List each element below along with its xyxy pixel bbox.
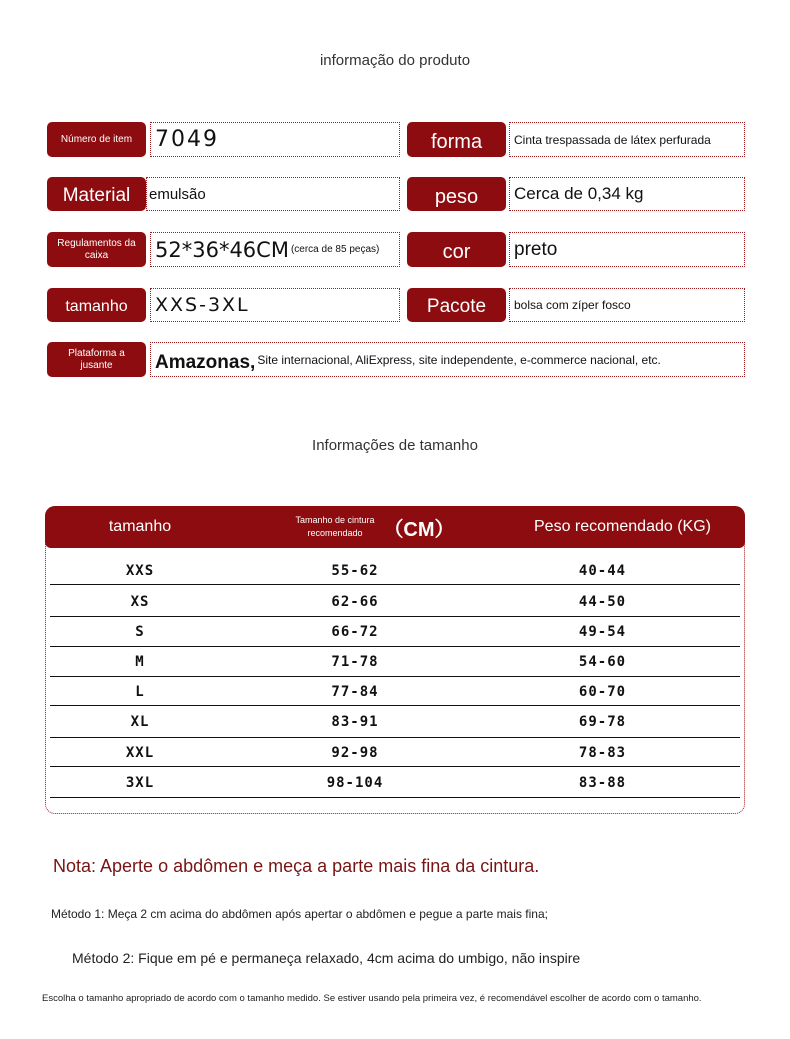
- item-number-value: 7049: [150, 122, 400, 157]
- waist-cell: 77-84: [331, 683, 379, 700]
- weight-value: Cerca de 0,34 kg: [509, 177, 745, 211]
- weight-cell: 83-88: [578, 774, 627, 791]
- size-table-row: [50, 767, 740, 798]
- header-waist-unit: （CM）: [383, 518, 455, 541]
- size-table-row: [50, 647, 740, 677]
- size-cell: 3XL: [125, 774, 155, 791]
- header-waist: Tamanho de cintura recomendado: [295, 514, 375, 538]
- material-label: Material: [47, 177, 146, 211]
- size-info-title: Informações de tamanho: [312, 437, 478, 454]
- color-label: cor: [407, 232, 506, 267]
- box-quantity: (cerca de 85 peças): [290, 244, 380, 255]
- size-cell: L: [135, 683, 145, 700]
- note-text: Nota: Aperte o abdômen e meça a parte mais fina da cintura.: [53, 856, 540, 876]
- waist-cell: 92-98: [331, 744, 379, 761]
- header-weight: Peso recomendado (KG): [534, 518, 711, 535]
- material-value: emulsão: [146, 177, 400, 211]
- size-table-row: [50, 706, 740, 738]
- waist-cell: 66-72: [331, 624, 379, 640]
- size-cell: XXL: [125, 744, 155, 761]
- box-regulations-label: Regulamentos da caixa: [47, 232, 146, 267]
- waist-cell: 55-62: [331, 563, 379, 579]
- size-table-row: [50, 617, 740, 647]
- box-regulations-value: [150, 232, 400, 267]
- size-table-header: [45, 506, 745, 548]
- platform-rest: Site internacional, AliExpress, site independente, e-commerce nacional, etc.: [257, 352, 661, 367]
- size-cell: S: [135, 624, 145, 640]
- package-label: Pacote: [407, 288, 506, 322]
- size-cell: XS: [130, 594, 150, 610]
- weight-cell: 49-54: [578, 624, 627, 640]
- waist-cell: 71-78: [331, 654, 379, 670]
- weight-cell: 54-60: [578, 654, 627, 670]
- box-dimensions: 52*36*46CM: [155, 237, 289, 262]
- method-1-text: Método 1: Meça 2 cm acima do abdômen após apertar o abdômen e pegue a parte mais fina;: [51, 907, 548, 921]
- weight-label: peso: [407, 177, 506, 211]
- weight-cell: 69-78: [578, 714, 627, 730]
- weight-cell: 44-50: [578, 594, 627, 610]
- size-table-row: [50, 677, 740, 706]
- size-cell: XXS: [125, 563, 155, 579]
- footer-text: Escolha o tamanho apropriado de acordo com o tamanho medido. Se estiver usando pela primeira vez, é recomendável escolher de acordo com o tamanho.: [42, 993, 702, 1004]
- color-value: preto: [509, 232, 745, 267]
- size-table-row: [50, 557, 740, 585]
- waist-cell: 98-104: [326, 774, 384, 791]
- item-number-label: Número de item: [47, 122, 146, 157]
- waist-cell: 62-66: [331, 594, 379, 610]
- weight-cell: 40-44: [578, 563, 627, 579]
- weight-cell: 60-70: [578, 683, 627, 700]
- waist-cell: 83-91: [331, 714, 379, 730]
- shape-label: forma: [407, 122, 506, 157]
- platform-value: [150, 342, 745, 377]
- product-info-title: informação do produto: [319, 52, 471, 69]
- platform-main: Amazonas,: [155, 351, 256, 373]
- size-table-row: [50, 587, 740, 617]
- method-2-text: Método 2: Fique em pé e permaneça relaxado, 4cm acima do umbigo, não inspire: [72, 950, 581, 966]
- size-cell: XL: [130, 714, 150, 730]
- size-table-row: [50, 738, 740, 767]
- package-value: bolsa com zíper fosco: [509, 288, 745, 322]
- size-range-value: XXS-3XL: [150, 288, 400, 322]
- size-cell: M: [135, 654, 145, 670]
- size-label: tamanho: [47, 288, 146, 322]
- weight-cell: 78-83: [578, 744, 627, 761]
- shape-value: Cinta trespassada de látex perfurada: [509, 122, 745, 157]
- header-size: tamanho: [108, 518, 172, 535]
- platform-label: Plataforma a jusante: [47, 342, 146, 377]
